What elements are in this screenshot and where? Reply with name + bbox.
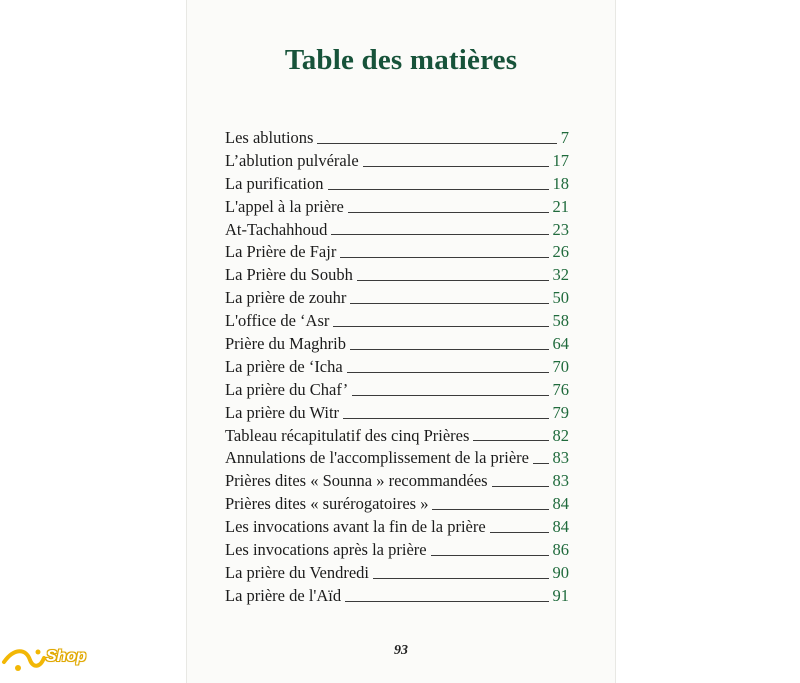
dotted-leader bbox=[340, 257, 548, 258]
shop-logo-text: Shop bbox=[46, 648, 86, 665]
dotted-leader bbox=[352, 395, 548, 396]
toc-page-number: 50 bbox=[552, 288, 569, 308]
toc-row bbox=[225, 425, 569, 448]
toc-label: La Prière de Fajr bbox=[225, 242, 337, 262]
toc-page-number: 84 bbox=[552, 494, 569, 514]
dotted-leader bbox=[357, 280, 549, 281]
toc-page-number: 26 bbox=[552, 242, 569, 262]
toc-label: La prière du Witr bbox=[225, 402, 340, 422]
toc-page-number: 83 bbox=[552, 448, 569, 468]
dotted-leader bbox=[343, 418, 548, 419]
toc-label: La prière de zouhr bbox=[225, 288, 347, 308]
dotted-leader bbox=[350, 303, 548, 304]
dotted-leader bbox=[348, 212, 549, 213]
toc-row bbox=[225, 470, 569, 493]
toc-row bbox=[225, 219, 569, 242]
toc-page-number: 86 bbox=[552, 540, 569, 560]
toc-page-number: 32 bbox=[552, 265, 569, 285]
toc-row bbox=[225, 585, 569, 608]
dotted-leader bbox=[350, 349, 549, 350]
toc-label: Prières dites « surérogatoires » bbox=[225, 494, 429, 514]
toc-page-number: 91 bbox=[552, 585, 569, 605]
toc-label: At-Tachahhoud bbox=[225, 219, 328, 239]
dotted-leader bbox=[328, 189, 549, 190]
dotted-leader bbox=[533, 463, 548, 464]
dotted-leader bbox=[331, 234, 548, 235]
toc-label: Les ablutions bbox=[225, 128, 314, 147]
toc-label: La prière du Chaf’ bbox=[225, 379, 349, 399]
toc-page-number: 7 bbox=[560, 128, 569, 147]
toc-label: La Prière du Soubh bbox=[225, 265, 353, 285]
toc-page-number: 18 bbox=[552, 173, 569, 193]
toc-page-number: 83 bbox=[552, 471, 569, 491]
toc-page-number: 70 bbox=[552, 356, 569, 376]
toc-label: L'appel à la prière bbox=[225, 196, 344, 216]
toc-label: L’ablution pulvérale bbox=[225, 150, 359, 170]
toc-label: Annulations de l'accomplissement de la prière bbox=[225, 448, 530, 468]
dotted-leader bbox=[490, 532, 549, 533]
toc-row bbox=[225, 539, 569, 562]
toc-page-number: 23 bbox=[552, 219, 569, 239]
toc-page-number: 58 bbox=[552, 311, 569, 331]
toc-label: La purification bbox=[225, 173, 324, 193]
dotted-leader bbox=[333, 326, 548, 327]
toc-row bbox=[225, 516, 569, 539]
toc-row bbox=[225, 356, 569, 379]
dotted-leader bbox=[432, 509, 548, 510]
toc-row bbox=[225, 310, 569, 333]
toc-row bbox=[225, 493, 569, 516]
toc-row bbox=[225, 402, 569, 425]
toc-row bbox=[225, 173, 569, 196]
toc-row bbox=[225, 333, 569, 356]
toc-label: Les invocations avant la fin de la prière bbox=[225, 517, 486, 537]
toc-row bbox=[225, 562, 569, 585]
toc-page-number: 84 bbox=[552, 517, 569, 537]
toc-label: Tableau récapitulatif des cinq Prières bbox=[225, 425, 470, 445]
table-of-contents bbox=[225, 127, 569, 608]
toc-page-number: 17 bbox=[552, 150, 569, 170]
page-title: Table des matières bbox=[284, 44, 518, 76]
toc-page-number: 79 bbox=[552, 402, 569, 422]
dotted-leader bbox=[431, 555, 549, 556]
dotted-leader bbox=[347, 372, 549, 373]
toc-label: La prière de l'Aïd bbox=[225, 585, 342, 605]
page-number: 93 bbox=[394, 643, 408, 658]
toc-row bbox=[225, 379, 569, 402]
toc-label: Prières dites « Sounna » recommandées bbox=[225, 471, 488, 491]
toc-label: La prière du Vendredi bbox=[225, 562, 370, 582]
dotted-leader bbox=[492, 486, 549, 487]
toc-row bbox=[225, 447, 569, 470]
book-page bbox=[187, 0, 615, 683]
dotted-leader bbox=[363, 166, 549, 167]
dotted-leader bbox=[473, 440, 548, 441]
toc-page-number: 82 bbox=[552, 425, 569, 445]
toc-page-number: 64 bbox=[552, 334, 569, 354]
toc-label: La prière de ‘Icha bbox=[225, 356, 343, 376]
toc-page-number: 90 bbox=[552, 562, 569, 582]
toc-row bbox=[225, 196, 569, 219]
toc-label: L'office de ‘Asr bbox=[225, 311, 330, 331]
toc-label: Prière du Maghrib bbox=[225, 334, 346, 354]
toc-page-number: 76 bbox=[552, 379, 569, 399]
toc-label: Les invocations après la prière bbox=[225, 540, 427, 560]
toc-row bbox=[225, 264, 569, 287]
toc-row bbox=[225, 287, 569, 310]
dotted-leader bbox=[345, 601, 548, 602]
dotted-leader bbox=[317, 143, 556, 144]
dotted-leader bbox=[373, 578, 548, 579]
toc-row bbox=[225, 127, 569, 150]
toc-row bbox=[225, 241, 569, 264]
toc-page-number: 21 bbox=[552, 196, 569, 216]
toc-row bbox=[225, 150, 569, 173]
